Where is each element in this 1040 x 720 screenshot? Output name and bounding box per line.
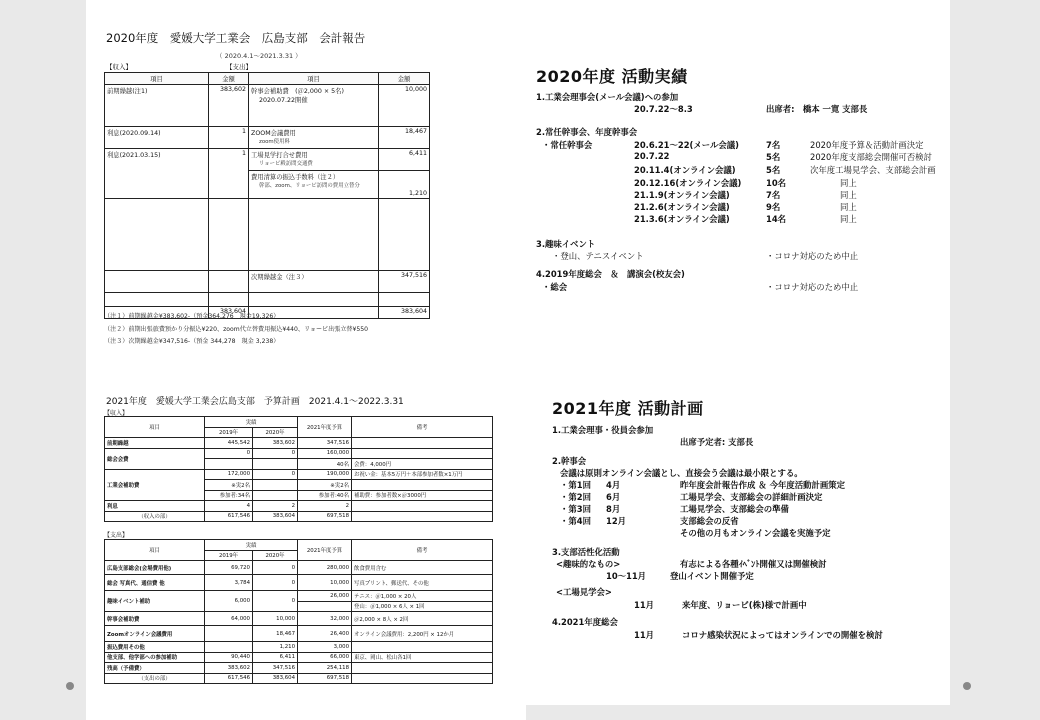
meeting-count: 10名 [766, 178, 787, 188]
round-text: 昨年度会計報告作成 ＆ 今年度活動計画策定 [680, 480, 845, 490]
note-3: （注３）次期繰越金¥347,516-（預金 344,278 現金 3,238） [104, 338, 280, 345]
table-row: 登山：＠1,000 × 6人 × 1回 [105, 601, 493, 612]
budget-income-label: 【収入】 [104, 410, 129, 417]
subsection-label: ・常任幹事会 [542, 140, 593, 150]
table-row: （収入の部） 617,546 383,604 697,518 [105, 511, 493, 522]
meeting-count: 5名 [766, 152, 781, 162]
round-no: ・第2回 [560, 492, 591, 502]
finance-page [86, 0, 526, 720]
budget-expense-label: 【支出】 [104, 532, 129, 539]
activity-page [526, 0, 950, 705]
budget-title: 2021年度 愛媛大学工業会広島支部 予算計画 2021.4.1～2022.3.31 [106, 397, 404, 407]
note-1: （注１）前期繰越金¥383,602-（預金364,276 現金19,326） [104, 313, 280, 320]
hobby-heading: <趣味的なもの> [556, 559, 621, 569]
round-month: 4月 [606, 480, 621, 490]
hobby-event: 登山イベント開催予定 [670, 571, 754, 581]
meeting-date: 20.12.16(オンライン会議) [634, 178, 742, 188]
activity2020-title: 2020年度 活動実績 [536, 67, 688, 86]
budget-income-table: 項目 実績 2021年度予算 備考 2019年 2020年 前期繰越 445,542 383,602 347,516 総会会費 0 0 160,000 40名 会費：4,000円 工業会補助費 172,000 0 190,000 お祝い金：基本5万円＋本部参加者数×1万円 ※実2名 ※実2名 参加者:34名 参加者:40名 補助費：参加者数×＠3000円 利息 4 2 2 （収入の部） 617,546 383,604 697,518 [104, 416, 493, 522]
meeting-text: コロナ感染状況によってはオンラインでの開催を検討 [682, 630, 883, 640]
table-row: Zoomオンライン会議費用 18,467 26,400 オンライン会議費用：2,200円 × 12か月 [105, 626, 493, 642]
table-row: 工業会補助費 172,000 0 190,000 お祝い金：基本5万円＋本部参加者数×1万円 [105, 469, 493, 480]
report-title: 2020年度 愛媛大学工業会 広島支部 会計報告 [106, 31, 366, 45]
section-heading: 3.趣味イベント [536, 239, 596, 249]
meeting-note: 同上 [840, 178, 857, 188]
meeting-date: 20.11.4(オンライン会議) [634, 165, 736, 175]
income-label: 【収入】 [106, 63, 132, 71]
carryover-label: 次期繰越金（注３） [249, 271, 379, 293]
meeting-note: 2020年度支部総会開催可否検討 [810, 152, 932, 162]
income-amount: 383,602 [209, 85, 249, 127]
expense-amount: 1,210 [379, 171, 430, 199]
table-row: 総会会費 0 0 160,000 [105, 448, 493, 459]
section-heading: 1.工業会理事会(メール会議)への参加 [536, 92, 679, 102]
meeting-count: 7名 [766, 140, 781, 150]
section-heading: 3.支部活性化活動 [552, 547, 620, 557]
council-attendee: 出席者: 橋本 一寛 支部長 [766, 104, 868, 114]
meeting-count: 14名 [766, 214, 787, 224]
meeting-month: 11月 [634, 630, 655, 640]
hobby-text: 有志による各種ｲﾍﾞﾝﾄ開催又は開催検討 [680, 559, 827, 569]
event-status: ・コロナ対応のため中止 [766, 251, 859, 261]
round-month: 6月 [606, 492, 621, 502]
meeting-note: 同上 [840, 214, 857, 224]
section-heading: 1.工業会理事・役員会参加 [552, 425, 654, 435]
expense-label: 【支出】 [226, 63, 252, 71]
round-text: 工場見学会、支部総会の準備 [680, 504, 789, 514]
meeting-count: 5名 [766, 165, 781, 175]
table-row: 40名 会費：4,000円 [105, 459, 493, 470]
round-text: 工場見学会、支部総会の詳細計画決定 [680, 492, 823, 502]
income-total: 383,604 [209, 307, 249, 319]
meeting-date: 21.2.6(オンライン会議) [634, 202, 730, 212]
plan-attendee: 出席予定者: 支部長 [680, 437, 754, 447]
council-date: 20.7.22～8.3 [634, 104, 693, 114]
round-no: ・第1回 [560, 480, 591, 490]
factory-heading: <工場見学会> [556, 587, 612, 597]
section-heading: 2.常任幹事会、年度幹事会 [536, 127, 638, 137]
expense-total: 383,604 [379, 307, 430, 319]
round-no: ・第3回 [560, 504, 591, 514]
table-row: 前期繰越 445,542 383,602 347,516 [105, 438, 493, 449]
event-status: ・コロナ対応のため中止 [766, 282, 859, 292]
note-2: （注２）前期出張旅費預かり分振込¥220、zoom代立替費用振込¥440、リョービ出張立替¥550 [104, 325, 369, 333]
income-item-header: 項目 [105, 73, 209, 85]
report-period: （ 2020.4.1～2021.3.31 ） [216, 52, 302, 60]
expense-amount: 18,467 [379, 127, 430, 149]
income-item: 利息(2021.03.15) [105, 149, 209, 199]
table-row: 利息 4 2 2 [105, 501, 493, 512]
income-amount: 1 [209, 127, 249, 149]
meeting-count: 7名 [766, 190, 781, 200]
table-row: 残高（予備費） 383,602 347,516 254,118 [105, 663, 493, 674]
income-amount: 1 [209, 149, 249, 199]
table-row: 振込費用その他 1,210 3,000 [105, 642, 493, 653]
section-heading: 4.2021年度総会 [552, 617, 618, 627]
hobby-month: 10～11月 [606, 571, 647, 581]
table-row: ※実2名 ※実2名 [105, 480, 493, 491]
round-extra: その他の月もオンライン会議を実施予定 [680, 528, 831, 538]
table-row: 他支部、他学部への参加補助 90,440 6,411 66,000 東京、岡山、松山各1回 [105, 652, 493, 663]
meeting-count: 9名 [766, 202, 781, 212]
table-row: （支出の部） 617,546 383,604 697,518 [105, 673, 493, 684]
expense-amount: 6,411 [379, 149, 430, 171]
meeting-note: 同上 [840, 202, 857, 212]
round-month: 8月 [606, 504, 621, 514]
meeting-note: 次年度工場見学会、支部総会計画 [810, 165, 936, 175]
event-item: ・総会 [542, 282, 568, 292]
nav-dot-right[interactable] [963, 682, 971, 690]
table-row: 総会 写真代、通信費 他 3,784 0 10,000 写真プリント、郵送代、その他 [105, 575, 493, 591]
expense-cell: ZOOM会議費用 zoom使用料 [249, 127, 379, 149]
plan2021-title: 2021年度 活動計画 [552, 399, 704, 418]
factory-text: 来年度、リョービ(株)様で計画中 [682, 600, 807, 610]
nav-dot-left[interactable] [66, 682, 74, 690]
budget-expense-table: 項目 実績 2021年度予算 備考 2019年 2020年 広島支部総会(会場費用他) 69,720 0 280,000 飲食費用含む 総会 写真代、通信費 他 3,784 0 10,000 写真プリント、郵送代、その他 趣味イベント補助 6,000 0 26,000 テニス：＠1,000 × 20人 登山：＠1,000 × 6人 × 1回 幹事会補助費 64,000 10,000 32,000 ＠2,000 × 8人 × 2回 Zoomオンライン会議費用 18,467 26,400 オンライン会議費用：2,200円 × 12か月 振込費用その他 1,210 3,000 他支部、他学部への参加補助 90,440 6,411 66,000 東京、岡山、松山各1回 残高（予備費） 383,602 347,516 254,118 （支出の部） 617,546 383,604 697,518 [104, 539, 493, 684]
expense-cell: 工場見学打合せ費用 リョービ殿訪問交通費 [249, 149, 379, 171]
table-row: 広島支部総会(会場費用他) 69,720 0 280,000 飲食費用含む [105, 561, 493, 575]
meeting-date: 20.6.21～22(メール会議) [634, 140, 739, 150]
income-item: 前期繰越(注1) [105, 85, 209, 127]
meeting-note: 同上 [840, 190, 857, 200]
table-row: 趣味イベント補助 6,000 0 26,000 テニス：＠1,000 × 20人 [105, 591, 493, 602]
section-heading: 4.2019年度総会 ＆ 講演会(校友会) [536, 269, 685, 279]
carryover-amount: 347,516 [379, 271, 430, 293]
accounting-table [104, 72, 430, 319]
table-row: 参加者:34名 参加者:40名 補助費：参加者数×＠3000円 [105, 490, 493, 501]
meeting-note: 2020年度予算＆活動計画決定 [810, 140, 924, 150]
expense-cell: 費用清算の振込手数料（注２） 幹部、zoom、リョービ訪問の費用立替分 [249, 171, 379, 199]
factory-month: 11月 [634, 600, 655, 610]
table-row: 幹事会補助費 64,000 10,000 32,000 ＠2,000 × 8人 × 2回 [105, 612, 493, 626]
round-text: 支部総会の反省 [680, 516, 739, 526]
meeting-date: 20.7.22 [634, 151, 670, 161]
meeting-policy: 会議は原則オンライン会議とし、直接会う会議は最小限とする。 [560, 468, 803, 478]
meeting-date: 21.3.6(オンライン会議) [634, 214, 730, 224]
expense-cell: 幹事会補助費 (＠2,000 × 5名) 2020.07.22開催 [249, 85, 379, 127]
round-month: 12月 [606, 516, 627, 526]
event-item: ・登山、テニスイベント [552, 251, 644, 261]
meeting-date: 21.1.9(オンライン会議) [634, 190, 730, 200]
report-notes [104, 311, 368, 349]
income-amount-header: 金額 [209, 73, 249, 85]
income-item: 利息(2020.09.14) [105, 127, 209, 149]
expense-amount: 10,000 [379, 85, 430, 127]
round-no: ・第4回 [560, 516, 591, 526]
expense-amount-header: 金額 [379, 73, 430, 85]
expense-item-header: 項目 [249, 73, 379, 85]
section-heading: 2.幹事会 [552, 456, 587, 466]
